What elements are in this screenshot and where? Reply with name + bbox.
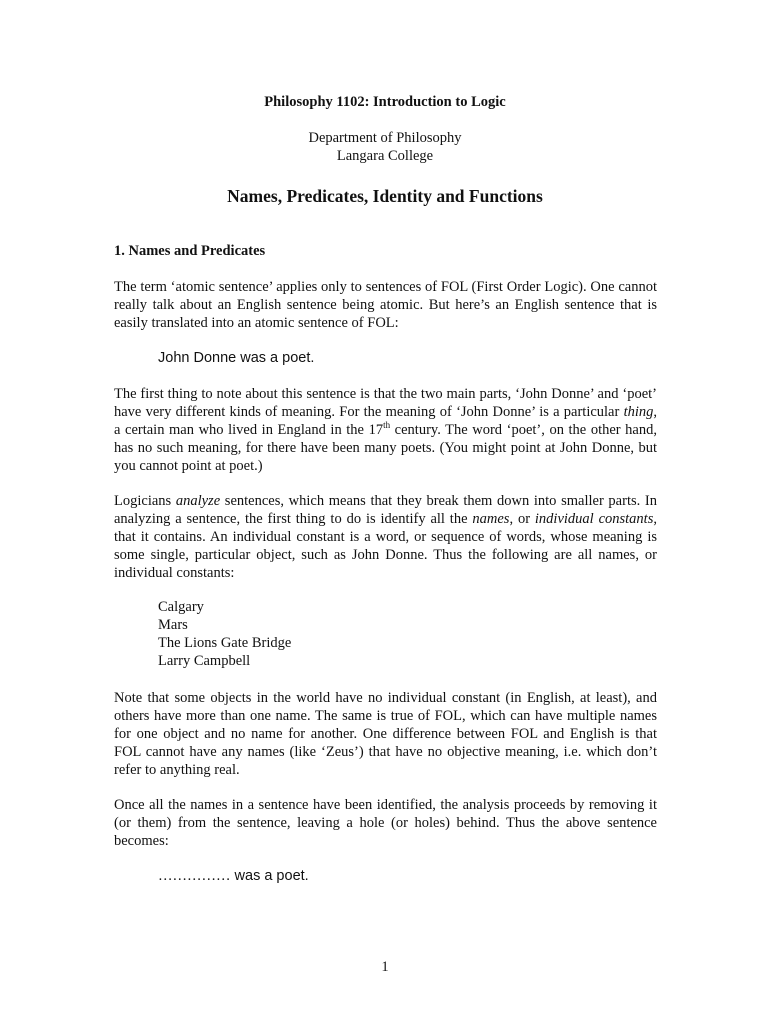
names-list xyxy=(158,598,291,670)
list-item: Mars xyxy=(158,617,188,633)
emphasis-text: individual constants xyxy=(534,511,654,527)
placeholder-dots: …………… xyxy=(158,868,231,884)
emphasis-text: names xyxy=(472,511,510,527)
paragraph-text: century. The word ‘poet’, on the other hand, has no such meaning, for there have been many poets. (You might point at John Donne, but you cannot point at poet.) xyxy=(114,422,657,474)
paragraph-text: The first thing to note about this sentence is that the two main parts, ‘John Donne’ and ‘poet’ have very different kinds of meaning. For the meaning of ‘John Donne’ is a particular xyxy=(114,386,657,420)
paragraph-text: , a certain man who lived in England in the 17 xyxy=(114,404,657,438)
example-sentence: John Donne was a poet. xyxy=(158,350,315,366)
paragraph-text: Logicians xyxy=(114,493,176,509)
document-title: Names, Predicates, Identity and Functions xyxy=(227,186,543,206)
paragraph-meaning xyxy=(114,385,657,475)
paragraph-individual-constants: Note that some objects in the world have no individual constant (in English, at least), and others have more than one name. The same is true of FOL, which can have multiple names for one object and no name for another. One difference between FOL and English is that FOL cannot have any names (like ‘Zeus’) that have no objective meaning, i.e. which don’t refer to anything real. xyxy=(114,690,657,778)
list-item: The Lions Gate Bridge xyxy=(158,635,292,651)
example-predicate xyxy=(158,868,309,885)
page-number: 1 xyxy=(381,959,389,975)
paragraph-analyze xyxy=(114,492,657,582)
emphasis-text: thing xyxy=(623,404,654,420)
list-item: Calgary xyxy=(158,599,204,615)
superscript-text: th xyxy=(383,420,391,431)
paragraph-text: , that it contains. An individual constant is a word, or sequence of words, whose meaning is some single, particular object, such as John Donne. Thus the following are all names, or individual constants: xyxy=(114,511,657,581)
paragraph-text: , or xyxy=(509,511,535,527)
department-name: Department of Philosophy xyxy=(308,130,462,146)
predicate-text: was a poet. xyxy=(230,868,309,884)
college-name: Langara College xyxy=(336,148,434,164)
emphasis-text: analyze xyxy=(175,493,221,509)
list-item: Larry Campbell xyxy=(158,653,251,669)
paragraph-atomic-sentence: The term ‘atomic sentence’ applies only to sentences of FOL (First Order Logic). One cannot really talk about an English sentence being atomic. But here’s an English sentence that is easily translated into an atomic sentence of FOL: xyxy=(114,279,657,331)
paragraph-removing-names: Once all the names in a sentence have been identified, the analysis proceeds by removing it (or them) from the sentence, leaving a hole (or holes) behind. Thus the above sentence becomes: xyxy=(114,797,657,849)
course-title: Philosophy 1102: Introduction to Logic xyxy=(264,94,506,110)
section-heading: 1. Names and Predicates xyxy=(114,243,266,259)
paragraph-text: sentences, which means that they break them down into smaller parts. In analyzing a sentence, the first thing to do is identify all the xyxy=(114,493,657,527)
